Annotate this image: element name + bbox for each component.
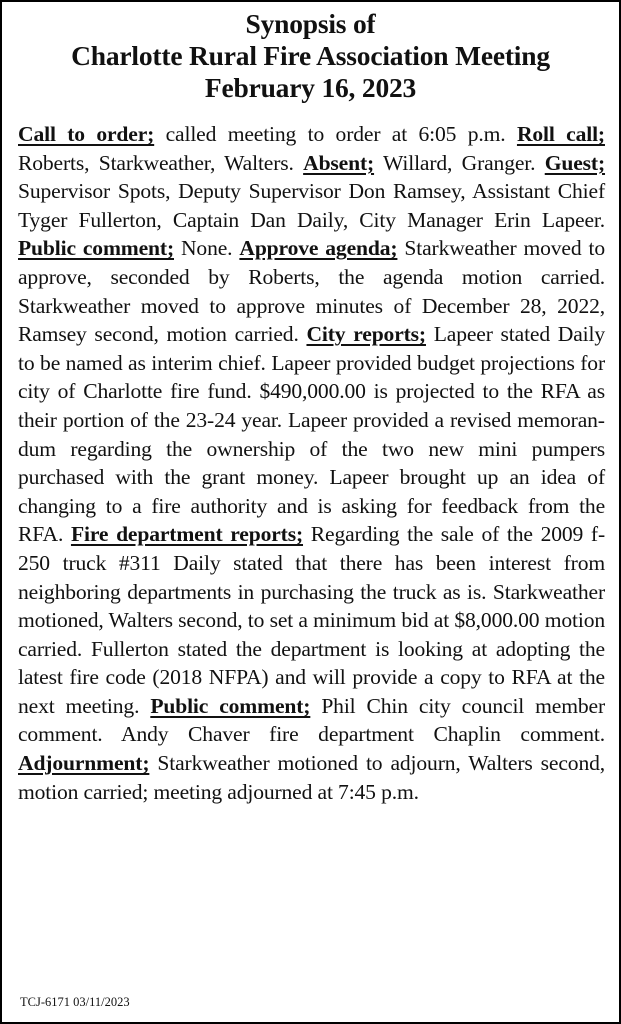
title-line-2: Charlotte Rural Fire Association Meeting [71,40,550,71]
notice-reference-code: TCJ-6171 03/11/2023 [20,995,130,1009]
title-line-1: Synopsis of [245,8,376,39]
title-line-3: February 16, 2023 [204,72,417,103]
section-text-public-comment-2: Phil Chin city council member comment. Andy Chaver fire department Chaplin comment. [18,693,605,747]
section-text-roll-call: Roberts, Starkweather, Walters. [18,150,304,175]
notice-title [2,8,619,104]
section-label-call-to-order: Call to order; [18,122,155,146]
section-label-public-comment-2: Public comment; [150,693,311,718]
notice-body [18,120,605,806]
section-label-approve-agenda: Approve agenda; [239,236,398,261]
section-text-city-reports: Lapeer stated Daily to be named as interim chief. Lapeer provided budget projections for city of Charlotte fire fund. $490,000.00 is projected to the RFA as their portion of the 23-24 year. Lapeer provided a revised memorandum regarding the ownership of the two new mini pumpers purchased with the grant money. Lapeer brought up an idea of changing to a fire authority and is asking for feedback from the RFA. [18,322,606,547]
section-label-public-comment: Public comment; [18,236,174,261]
section-label-absent: Absent; [303,150,375,175]
section-label-fire-department-reports: Fire department reports; [70,522,304,547]
section-text-approve-agenda: Starkweather moved to approve, seconded by Roberts, the agenda motion carried. Starkweather moved to approve minutes of December 28, 2022, Ramsey second, motion carried. [18,236,605,347]
section-label-city-reports: City reports; [306,322,426,347]
section-label-guest: Guest; [544,150,606,175]
section-label-adjournment: Adjournment; [18,751,150,776]
section-text-absent: Willard, Granger. [374,150,545,175]
section-text-fire-department-reports: Regarding the sale of the 2009 f-250 truck #311 Daily stated that there has been interest from neighboring departments in purchasing the truck as is. Starkweather motioned, Walters second, to set a minimum bid at $8,000.00 motion carried. Fullerton stated the department is looking at adopting the latest fire code (2018 NFPA) and will provide a copy to RFA at the next meeting. [18,522,606,718]
section-text-guest: Supervisor Spots, Deputy Supervisor Don Ramsey, Assistant Chief Tyger Fullerton, Captain Dan Daily, City Manager Erin Lapeer. [18,179,605,232]
section-text-adjournment: Starkweather motioned to adjourn, Walters second, motion carried; meeting adjourned at 7:45 p.m. [18,751,605,804]
section-text-public-comment: None. [174,236,240,261]
section-label-roll-call: Roll call; [516,122,605,146]
section-text-call-to-order: called meeting to order at 6:05 p.m. [154,122,517,146]
